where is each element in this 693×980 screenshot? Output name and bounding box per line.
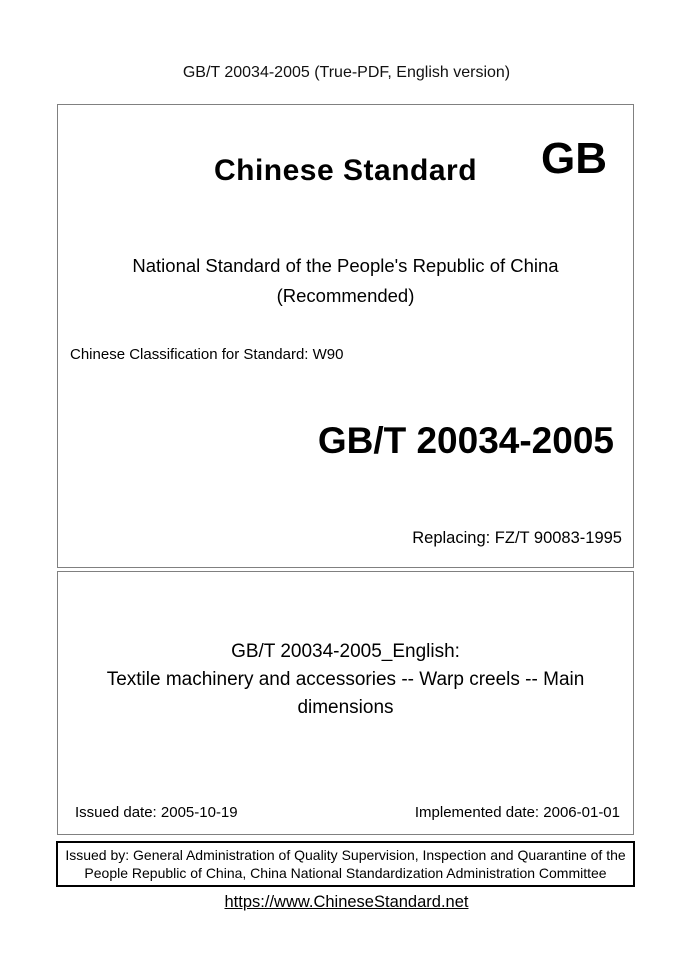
page-footer bbox=[0, 893, 693, 912]
issuer-text: Issued by: General Administration of Quality Supervision, Inspection and Quarantine of the People Republic of China, China National Standardization Administration Committee bbox=[65, 846, 626, 881]
title-box bbox=[57, 571, 634, 835]
recommended-line: (Recommended) bbox=[276, 285, 415, 306]
english-title-block bbox=[58, 638, 633, 722]
cover-box bbox=[57, 104, 634, 568]
gb-logo: GB bbox=[541, 134, 607, 183]
issuer-box bbox=[56, 841, 635, 887]
english-title: Textile machinery and accessories -- Warp creels -- Main dimensions bbox=[106, 669, 585, 718]
implemented-date: Implemented date: 2006-01-01 bbox=[414, 804, 620, 821]
issued-date: Issued date: 2005-10-19 bbox=[75, 804, 238, 821]
footer-link[interactable]: https://www.ChineseStandard.net bbox=[224, 893, 469, 911]
page-header: GB/T 20034-2005 (True-PDF, English version) bbox=[182, 64, 511, 81]
replacing-line: Replacing: FZ/T 90083-1995 bbox=[412, 529, 622, 547]
english-label: GB/T 20034-2005_English: bbox=[231, 641, 460, 662]
brand-title: Chinese Standard bbox=[213, 154, 478, 187]
national-standard-line: National Standard of the People's Republic of China bbox=[132, 255, 559, 276]
dates-row bbox=[75, 804, 620, 821]
classification-line: Chinese Classification for Standard: W90 bbox=[70, 346, 344, 363]
standard-code: GB/T 20034-2005 bbox=[317, 420, 614, 461]
